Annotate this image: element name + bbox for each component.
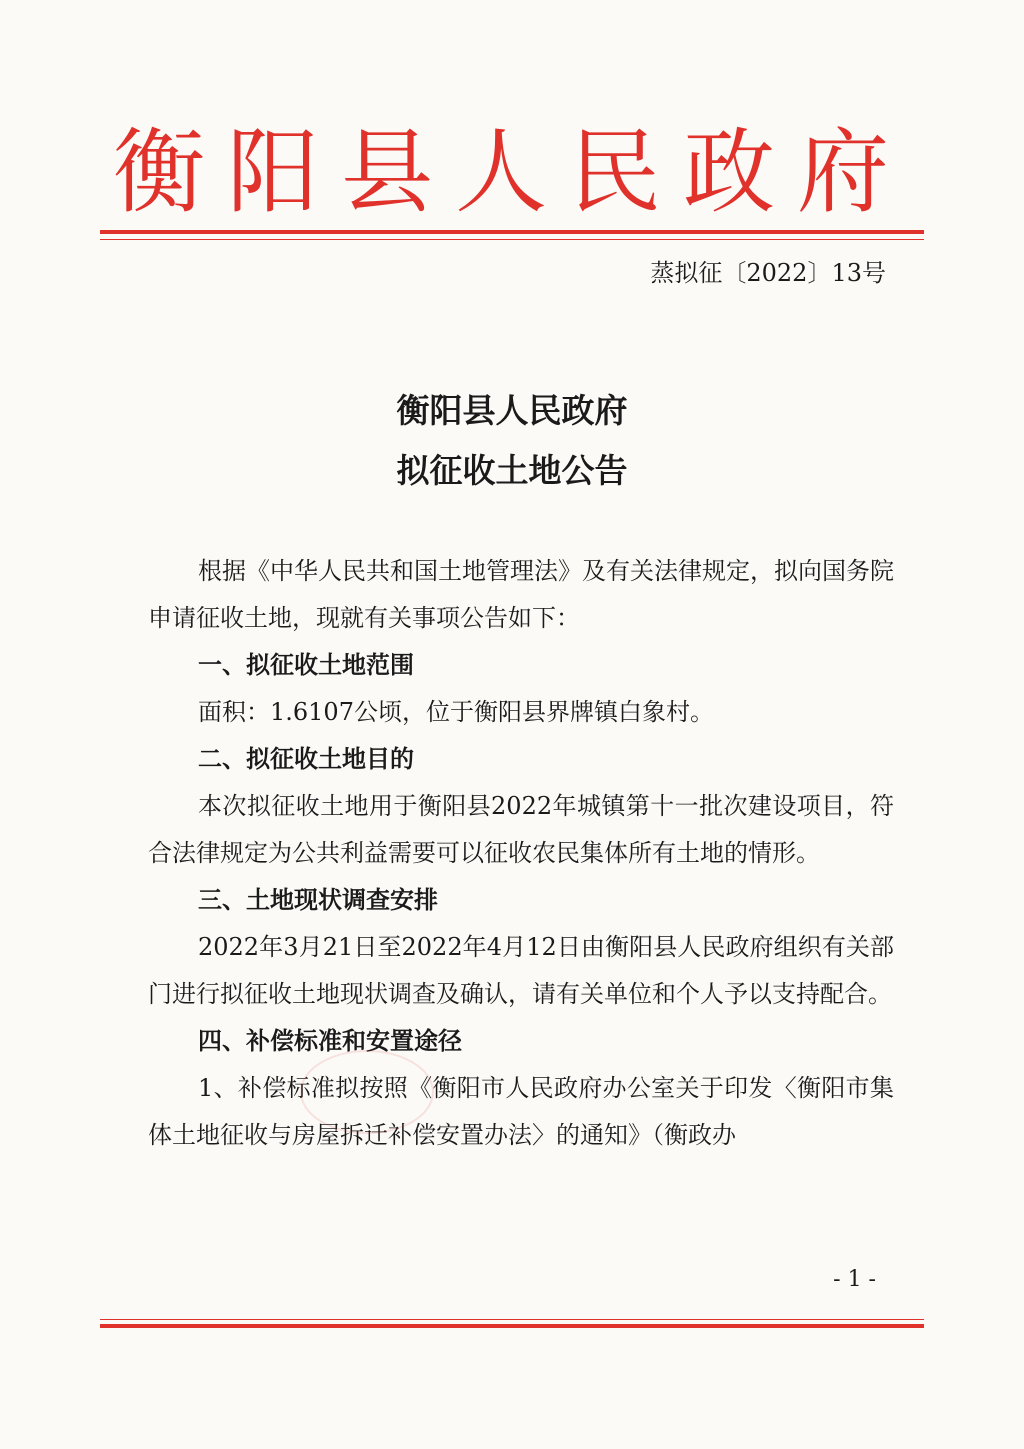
section-heading: 四、补偿标准和安置途径 [198, 1027, 462, 1055]
footer-red-rule [100, 1324, 924, 1328]
header-red-rule-thin [100, 239, 924, 240]
issuing-authority-header: 衡阳县人民政府 [112, 119, 911, 226]
section-heading: 一、拟征收土地范围 [198, 651, 414, 679]
section-paragraph: 2022年3月21日至2022年4月12日由衡阳县人民政府组织有关部门进行拟征收土地现状调查及确认，请有关单位和个人予以支持配合。 [148, 933, 894, 1008]
section-paragraph: 本次拟征收土地用于衡阳县2022年城镇第十一批次建设项目，符合法律规定为公共利益需要可以征收农民集体所有土地的情形。 [148, 792, 894, 867]
document-title-line2: 拟征收土地公告 [396, 451, 628, 490]
section-heading: 三、土地现状调查安排 [198, 886, 438, 914]
footer-red-rule-thin [100, 1319, 924, 1320]
document-title-line1: 衡阳县人民政府 [396, 391, 628, 430]
section-paragraph: 面积：1.6107公顷，位于衡阳县界牌镇白象村。 [198, 698, 714, 726]
header-red-rule [100, 230, 924, 234]
document-body [148, 548, 894, 1159]
section-heading: 二、拟征收土地目的 [198, 745, 414, 773]
page-number: - 1 - [833, 1267, 876, 1292]
document-number: 蒸拟征〔2022〕13号 [650, 259, 886, 287]
faint-seal-mark [300, 1050, 434, 1134]
intro-paragraph: 根据《中华人民共和国土地管理法》及有关法律规定，拟向国务院申请征收土地，现就有关事项公告如下： [148, 557, 894, 632]
section-paragraph: 1、补偿标准拟按照《衡阳市人民政府办公室关于印发〈衡阳市集体土地征收与房屋拆迁补偿安置办法〉的通知》（衡政办 [148, 1074, 894, 1149]
